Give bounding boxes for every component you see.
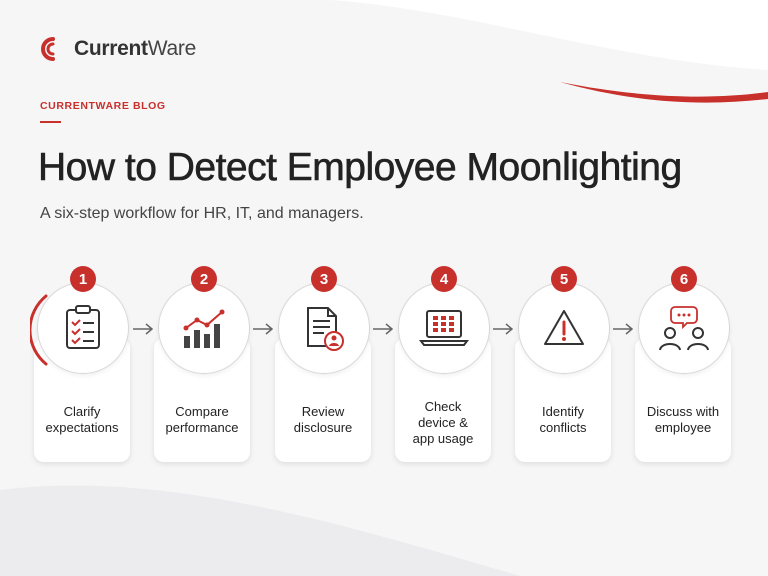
laptop-apps-icon	[419, 308, 469, 348]
step-3-label-line2: disclosure	[293, 420, 353, 435]
step-2-label-line2: performance	[165, 420, 239, 435]
step-2-icon-circle	[158, 282, 250, 374]
arrow-right-icon	[612, 322, 634, 336]
checklist-icon	[61, 304, 105, 352]
arrow-right-icon	[132, 322, 154, 336]
conversation-icon	[657, 304, 711, 352]
step-1-label-line2: expectations	[45, 420, 119, 435]
step-2-label-line1: Compare	[175, 404, 229, 419]
step-3-number-badge: 3	[311, 266, 337, 292]
document-user-icon	[302, 304, 346, 352]
step-4-icon-circle	[398, 282, 490, 374]
warning-icon	[542, 308, 586, 348]
step-3-label-line1: Review	[301, 404, 345, 419]
step-1-label	[34, 404, 130, 436]
step-6-label-line2: employee	[654, 420, 712, 435]
step-5-icon-circle	[518, 282, 610, 374]
step-5-label-line2: conflicts	[539, 420, 587, 435]
step-6-label-line1: Discuss with	[646, 404, 720, 419]
step-4-label-line1: Check	[424, 399, 462, 414]
step-4-label-line2: device &	[418, 415, 468, 430]
brand-name-bold: Current	[74, 37, 148, 60]
step-5-label-line1: Identify	[542, 404, 584, 419]
step-4-label-line3: app usage	[412, 431, 474, 446]
step-5-label	[515, 404, 611, 436]
step-6-number-badge: 6	[671, 266, 697, 292]
step-4-number-badge: 4	[431, 266, 457, 292]
step-1-number-badge: 1	[70, 266, 96, 292]
step-2-number-badge: 2	[191, 266, 217, 292]
step-6-icon-circle	[638, 282, 730, 374]
step-1-icon-circle	[37, 282, 129, 374]
page-title: How to Detect Employee Moonlighting	[38, 146, 682, 189]
blog-label: CURRENTWARE BLOG	[40, 100, 166, 112]
page-subtitle: A six-step workflow for HR, IT, and managers.	[40, 205, 364, 222]
step-2-label	[154, 404, 250, 436]
arrow-right-icon	[372, 322, 394, 336]
arrow-right-icon	[492, 322, 514, 336]
step-1-accent-arc	[30, 290, 50, 370]
step-1-label-line1: Clarify	[63, 404, 101, 419]
arrow-right-icon	[252, 322, 274, 336]
step-5-number-badge: 5	[551, 266, 577, 292]
step-6-label	[635, 404, 731, 436]
step-4-label	[395, 399, 491, 447]
bar-chart-icon	[180, 306, 228, 350]
step-3-icon-circle	[278, 282, 370, 374]
brand-name-light: Ware	[147, 37, 196, 60]
step-3-label	[275, 404, 371, 436]
